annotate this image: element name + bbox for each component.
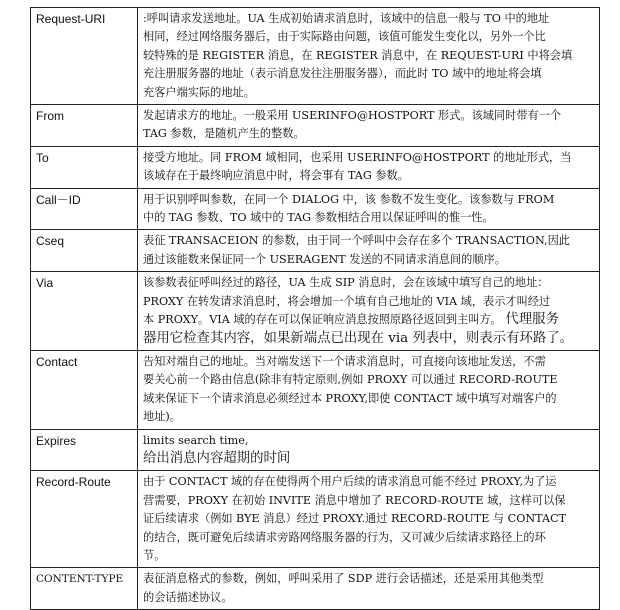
- field-name: Call－ID: [31, 188, 138, 230]
- field-description: [138, 429, 600, 471]
- description-line: 的会话描述协议。: [143, 590, 233, 604]
- description-line: 给出消息内容超期的时间: [143, 450, 291, 466]
- table-row: [31, 105, 600, 147]
- field-name: Contact: [31, 350, 138, 429]
- description-line: PROXY 在转发请求消息时，将会增加一个填有自己地址的 VIA 域，表示才叫经过: [143, 294, 551, 308]
- description-line: 用于识别呼叫参数，在同一个 DIALOG 中，该 参数不发生变化。该参数与 FROM: [143, 192, 555, 206]
- field-name: Cseq: [31, 230, 138, 272]
- table-row: [31, 146, 600, 188]
- description-line: 节。: [143, 548, 166, 562]
- field-name: Via: [31, 272, 138, 351]
- description-line: 要关心前一个路由信息(除非有特定原则,例如 PROXY 可以通过 RECORD-ROUTE: [143, 373, 558, 387]
- description-line: 充注册服务器的地址（表示消息发往注册服务器），而此时 TO 域中的地址将会填: [143, 67, 542, 81]
- description-line: 充客户端实际的地址。: [143, 85, 255, 99]
- field-description: [138, 272, 600, 351]
- table-row: [31, 230, 600, 272]
- description-line: TAG 参数，是随机产生的整数。: [143, 127, 305, 141]
- field-name: Expires: [31, 429, 138, 471]
- table-row: [31, 272, 600, 351]
- description-line: limits search time,: [143, 433, 249, 447]
- field-name: CONTENT-TYPE: [31, 568, 138, 610]
- field-name: Record-Route: [31, 471, 138, 568]
- description-line: [143, 311, 594, 329]
- field-name: To: [31, 146, 138, 188]
- description-line: 该参数表征呼叫经过的路径，UA 生成 SIP 消息时，会在该域中填写自己的地址：: [143, 276, 549, 290]
- sip-header-table: [30, 7, 600, 610]
- table-row: [31, 429, 600, 471]
- description-line: 接受方地址。同 FROM 域相同，也采用 USERINFO@HOSTPORT 的地址形式，当: [143, 150, 572, 164]
- description-line: 营需要，PROXY 在初始 INVITE 消息中增加了 RECORD-ROUTE 域，这样可以保: [143, 493, 566, 507]
- field-name: From: [31, 105, 138, 147]
- description-line: 的结合，既可避免后续请求旁路网络服务器的行为，又可减少后续请求路径上的环: [143, 530, 546, 544]
- description-line: 地址)。: [143, 410, 181, 424]
- table-row: [31, 8, 600, 105]
- field-description: [138, 105, 600, 147]
- description-line: 证后续请求（例如 BYE 消息）经过 PROXY.通过 RECORD-ROUTE 与 CONTACT: [143, 512, 567, 526]
- table-row: [31, 350, 600, 429]
- description-fragment: 本 PROXY。VIA 域的存在可以保证响应消息按照原路径返回到主叫方。: [143, 313, 502, 327]
- field-name: Request-URI: [31, 8, 138, 105]
- field-description: [138, 188, 600, 230]
- description-line: 表征 TRANSACEION 的参数，由于同一个呼叫中会存在多个 TRANSACTION,因此: [143, 234, 570, 248]
- description-line: 中的 TAG 参数、TO 域中的 TAG 参数相结合用以保证呼叫的惟一性。: [143, 211, 494, 225]
- description-fragment: 代理服务: [505, 312, 559, 328]
- description-line: 该域存在于最终响应消息中时，将会事有 TAG 参数。: [143, 169, 409, 183]
- description-line: 相同，经过网络服务器后，由于实际路由问题，该值可能发生变化以，另外一个比: [143, 30, 546, 44]
- field-description: [138, 471, 600, 568]
- description-line: :呼叫请求发送地址。UA 生成初始请求消息时，该域中的信息一般与 TO 中的地址: [143, 12, 550, 25]
- table-row: [31, 471, 600, 568]
- description-line: 发起请求方的地址。一般采用 USERINFO@HOSTPORT 形式。该域同时带有一个: [143, 109, 562, 123]
- description-line: 通过该能数来保证同一个 USERAGENT 发送的不同请求消息间的顺序。: [143, 252, 506, 266]
- description-line: 器用它检查其内容，如果新端点已出现在 via 列表中，则表示有环路了。: [143, 330, 574, 346]
- table-row: [31, 188, 600, 230]
- description-line: 表征消息格式的参数，例如，呼叫采用了 SDP 进行会话描述，还是采用其他类型: [143, 572, 544, 586]
- field-description: [138, 146, 600, 188]
- description-line: 域来保证下一个请求消息必须经过本 PROXY,即使 CONTACT 域中填写对端客户的: [143, 391, 557, 405]
- description-line: 告知对端自己的地址。当对端发送下一个请求消息时，可直接向该地址发送，不需: [143, 354, 546, 368]
- field-description: [138, 230, 600, 272]
- description-line: 较特殊的是 REGISTER 消息，在 REGISTER 消息中，在 REQUEST-URI 中将会填: [143, 48, 573, 62]
- field-description: [138, 8, 600, 105]
- description-line: 由于 CONTACT 域的存在使得两个用户后续的请求消息可能不经过 PROXY,为了运: [143, 475, 557, 489]
- field-description: [138, 350, 600, 429]
